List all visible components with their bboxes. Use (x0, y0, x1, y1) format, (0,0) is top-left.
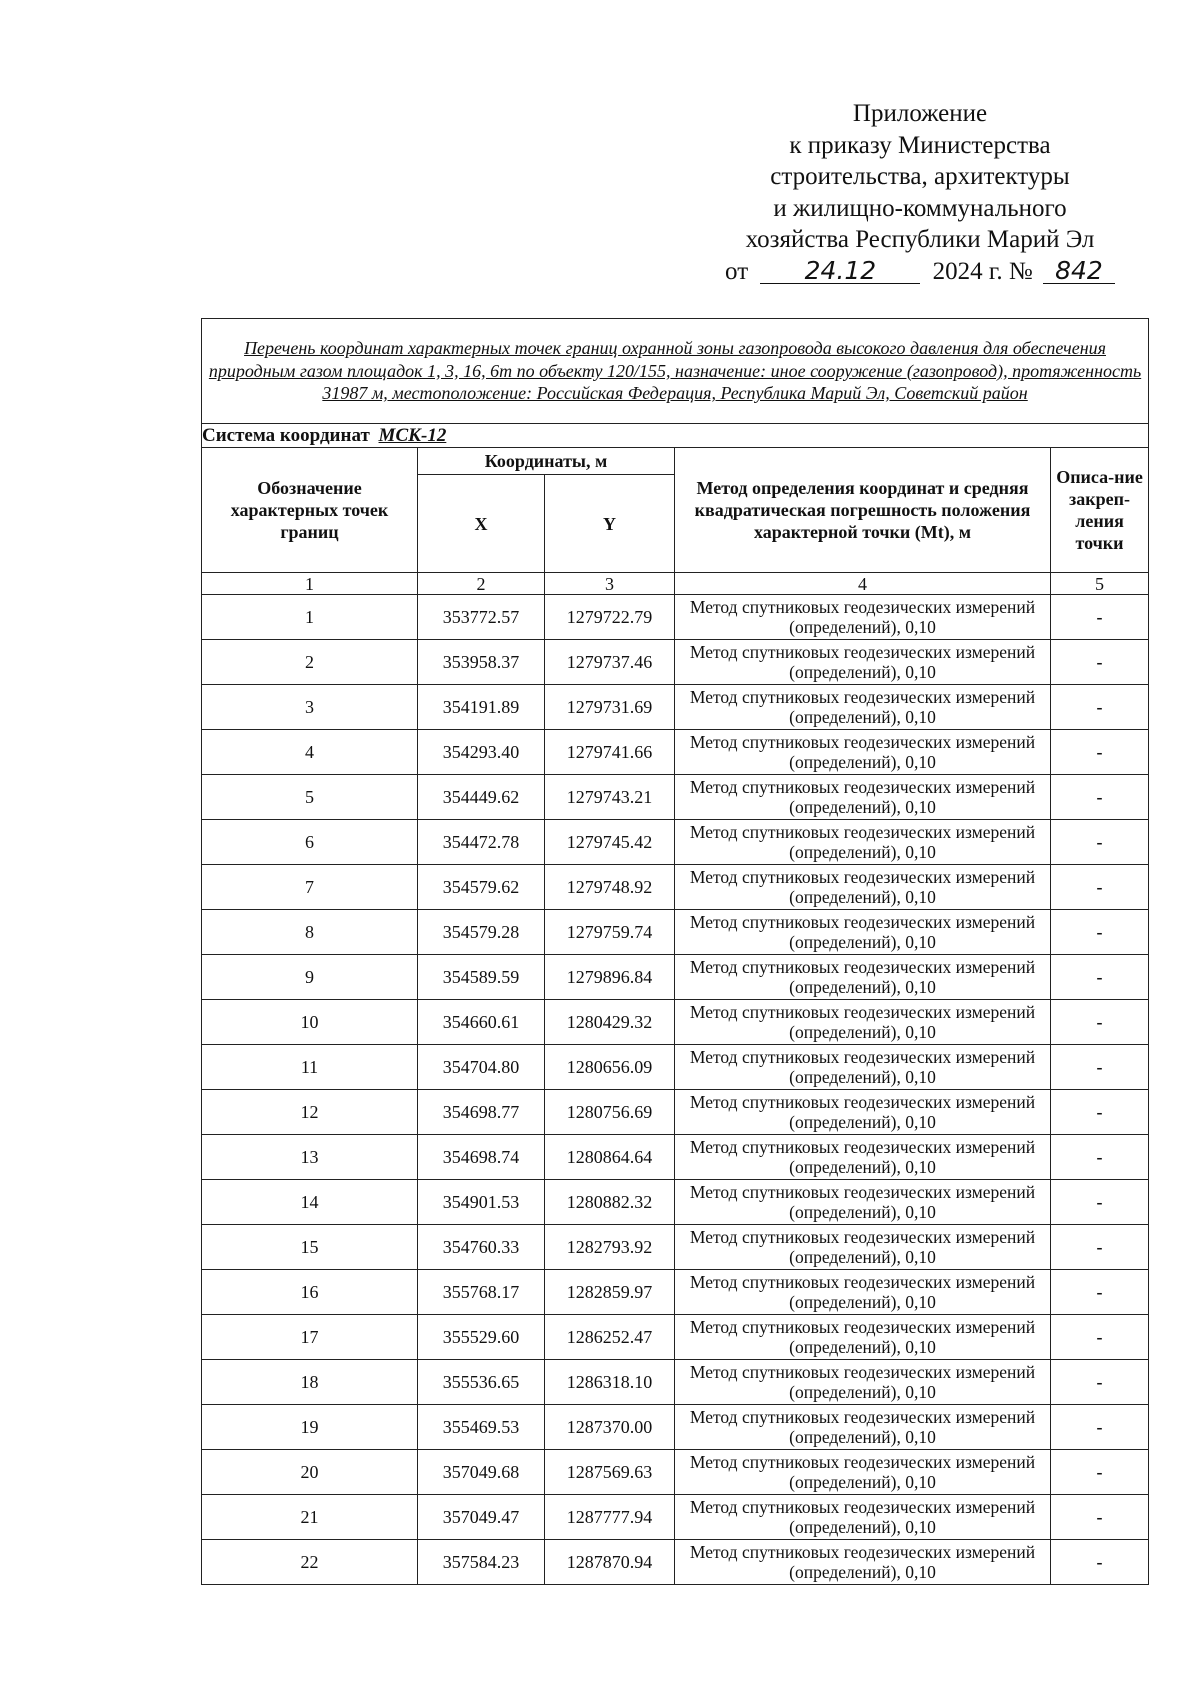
column-number: 3 (545, 573, 675, 595)
coord-x: 355536.65 (418, 1360, 545, 1405)
point-id: 15 (202, 1225, 418, 1270)
point-id: 4 (202, 730, 418, 775)
table-row (202, 775, 1149, 820)
method-cell: Метод спутниковых геодезических измерений (определений), 0,10 (675, 1495, 1051, 1540)
table-row (202, 685, 1149, 730)
description-cell: - (1051, 820, 1149, 865)
description-cell: - (1051, 640, 1149, 685)
table-row (202, 1270, 1149, 1315)
coord-y: 1279743.21 (545, 775, 675, 820)
coord-y: 1279759.74 (545, 910, 675, 955)
date-prefix: от (725, 257, 749, 285)
description-cell: - (1051, 1135, 1149, 1180)
point-id: 14 (202, 1180, 418, 1225)
coord-y: 1287870.94 (545, 1540, 675, 1585)
coord-y: 1280756.69 (545, 1090, 675, 1135)
column-number: 5 (1051, 573, 1149, 595)
order-date-line (700, 256, 1140, 288)
coord-x: 357049.47 (418, 1495, 545, 1540)
description-cell: - (1051, 1090, 1149, 1135)
description-cell: - (1051, 1450, 1149, 1495)
point-id: 3 (202, 685, 418, 730)
point-id: 13 (202, 1135, 418, 1180)
coord-y: 1280429.32 (545, 1000, 675, 1045)
method-cell: Метод спутниковых геодезических измерений (определений), 0,10 (675, 1360, 1051, 1405)
point-id: 9 (202, 955, 418, 1000)
coord-y: 1280656.09 (545, 1045, 675, 1090)
method-cell: Метод спутниковых геодезических измерений (определений), 0,10 (675, 865, 1051, 910)
order-number-field (1043, 255, 1115, 285)
point-id: 22 (202, 1540, 418, 1585)
method-cell: Метод спутниковых геодезических измерений (определений), 0,10 (675, 775, 1051, 820)
coord-x: 355469.53 (418, 1405, 545, 1450)
point-id: 18 (202, 1360, 418, 1405)
point-id: 2 (202, 640, 418, 685)
point-id: 17 (202, 1315, 418, 1360)
method-cell: Метод спутниковых геодезических измерений (определений), 0,10 (675, 1090, 1051, 1135)
method-cell: Метод спутниковых геодезических измерений (определений), 0,10 (675, 1000, 1051, 1045)
method-cell: Метод спутниковых геодезических измерений (определений), 0,10 (675, 1315, 1051, 1360)
col-header-x: X (418, 475, 545, 573)
coord-y: 1279737.46 (545, 640, 675, 685)
column-number: 2 (418, 573, 545, 595)
coord-x: 354698.74 (418, 1135, 545, 1180)
table-row (202, 1180, 1149, 1225)
header-line: и жилищно-коммунального (773, 194, 1067, 222)
coord-x: 354579.62 (418, 865, 545, 910)
coord-x: 357584.23 (418, 1540, 545, 1585)
table-row (202, 1315, 1149, 1360)
table-row (202, 1090, 1149, 1135)
coordinate-system (202, 424, 1149, 448)
coord-x: 357049.68 (418, 1450, 545, 1495)
coord-x: 354579.28 (418, 910, 545, 955)
table-title: Перечень координат характерных точек границ охранной зоны газопровода высокого давления для обеспечения природным газом площадок 1, 3, 16, 6т по объекту 120/155, назначение: иное сооружение (газопровод), протяженность 31987 м, местоположение: Российская Федерация, Республика Марий Эл, Советский район (202, 319, 1149, 424)
method-cell: Метод спутниковых геодезических измерений (определений), 0,10 (675, 1450, 1051, 1495)
coord-x: 353772.57 (418, 595, 545, 640)
order-date-field (760, 255, 920, 285)
coord-x: 355529.60 (418, 1315, 545, 1360)
column-number: 4 (675, 573, 1051, 595)
description-cell: - (1051, 1000, 1149, 1045)
appendix-header (700, 98, 1140, 287)
point-id: 8 (202, 910, 418, 955)
method-cell: Метод спутниковых геодезических измерений (определений), 0,10 (675, 685, 1051, 730)
col-header-point: Обозначение характерных точек границ (202, 448, 418, 573)
description-cell: - (1051, 1270, 1149, 1315)
table-row (202, 1135, 1149, 1180)
coord-y: 1287569.63 (545, 1450, 675, 1495)
table-row (202, 820, 1149, 865)
description-cell: - (1051, 1315, 1149, 1360)
method-cell: Метод спутниковых геодезических измерений (определений), 0,10 (675, 730, 1051, 775)
table-row (202, 910, 1149, 955)
coord-y: 1280864.64 (545, 1135, 675, 1180)
description-cell: - (1051, 910, 1149, 955)
method-cell: Метод спутниковых геодезических измерений (определений), 0,10 (675, 1180, 1051, 1225)
method-cell: Метод спутниковых геодезических измерений (определений), 0,10 (675, 1270, 1051, 1315)
coord-x: 354293.40 (418, 730, 545, 775)
description-cell: - (1051, 595, 1149, 640)
description-cell: - (1051, 730, 1149, 775)
table-row (202, 955, 1149, 1000)
coord-x: 353958.37 (418, 640, 545, 685)
coord-x: 354760.33 (418, 1225, 545, 1270)
table-row (202, 865, 1149, 910)
description-cell: - (1051, 955, 1149, 1000)
order-number-handwritten: 842 (1055, 255, 1103, 285)
description-cell: - (1051, 1180, 1149, 1225)
table-row (202, 595, 1149, 640)
col-header-method: Метод определения координат и средняя квадратическая погрешность положения характерной точки (Mt), м (675, 448, 1051, 573)
description-cell: - (1051, 1045, 1149, 1090)
col-header-y: Y (545, 475, 675, 573)
col-header-desc: Описа-ние закреп-ления точки (1051, 448, 1149, 573)
header-line: к приказу Министерства (789, 131, 1051, 159)
method-cell: Метод спутниковых геодезических измерений (определений), 0,10 (675, 1135, 1051, 1180)
coord-y: 1279741.66 (545, 730, 675, 775)
table-row (202, 1405, 1149, 1450)
coord-y: 1282859.97 (545, 1270, 675, 1315)
point-id: 21 (202, 1495, 418, 1540)
table-row (202, 640, 1149, 685)
table-row (202, 1450, 1149, 1495)
coord-y: 1287370.00 (545, 1405, 675, 1450)
point-id: 1 (202, 595, 418, 640)
point-id: 12 (202, 1090, 418, 1135)
description-cell: - (1051, 685, 1149, 730)
coord-y: 1280882.32 (545, 1180, 675, 1225)
table-row (202, 1045, 1149, 1090)
coordinates-table (201, 318, 1149, 1585)
point-id: 7 (202, 865, 418, 910)
point-id: 16 (202, 1270, 418, 1315)
point-id: 19 (202, 1405, 418, 1450)
coord-x: 354449.62 (418, 775, 545, 820)
method-cell: Метод спутниковых геодезических измерений (определений), 0,10 (675, 910, 1051, 955)
coordinate-system-value: МСК-12 (378, 424, 447, 446)
table-row (202, 1000, 1149, 1045)
method-cell: Метод спутниковых геодезических измерений (определений), 0,10 (675, 1225, 1051, 1270)
method-cell: Метод спутниковых геодезических измерений (определений), 0,10 (675, 595, 1051, 640)
header-line: хозяйства Республики Марий Эл (745, 226, 1095, 253)
method-cell: Метод спутниковых геодезических измерений (определений), 0,10 (675, 955, 1051, 1000)
coord-y: 1279748.92 (545, 865, 675, 910)
coordinate-system-label: Система координат (202, 424, 370, 446)
point-id: 5 (202, 775, 418, 820)
coord-y: 1282793.92 (545, 1225, 675, 1270)
point-id: 10 (202, 1000, 418, 1045)
coord-x: 355768.17 (418, 1270, 545, 1315)
description-cell: - (1051, 775, 1149, 820)
table-row (202, 1225, 1149, 1270)
order-date-handwritten: 24.12 (804, 255, 877, 285)
method-cell: Метод спутниковых геодезических измерений (определений), 0,10 (675, 640, 1051, 685)
header-line: строительства, архитектуры (770, 163, 1070, 190)
method-cell: Метод спутниковых геодезических измерений (определений), 0,10 (675, 820, 1051, 865)
description-cell: - (1051, 1360, 1149, 1405)
coord-x: 354589.59 (418, 955, 545, 1000)
order-year-text: 2024 г. № (932, 257, 1033, 285)
table-row (202, 730, 1149, 775)
coord-y: 1279745.42 (545, 820, 675, 865)
coord-x: 354191.89 (418, 685, 545, 730)
coord-y: 1286318.10 (545, 1360, 675, 1405)
description-cell: - (1051, 1540, 1149, 1585)
table-row (202, 1540, 1149, 1585)
coord-x: 354698.77 (418, 1090, 545, 1135)
coord-x: 354472.78 (418, 820, 545, 865)
column-number: 1 (202, 573, 418, 595)
method-cell: Метод спутниковых геодезических измерений (определений), 0,10 (675, 1405, 1051, 1450)
coord-y: 1287777.94 (545, 1495, 675, 1540)
coord-x: 354704.80 (418, 1045, 545, 1090)
description-cell: - (1051, 865, 1149, 910)
point-id: 6 (202, 820, 418, 865)
coord-x: 354901.53 (418, 1180, 545, 1225)
header-line: Приложение (852, 100, 988, 127)
description-cell: - (1051, 1495, 1149, 1540)
method-cell: Метод спутниковых геодезических измерений (определений), 0,10 (675, 1045, 1051, 1090)
coord-y: 1279731.69 (545, 685, 675, 730)
method-cell: Метод спутниковых геодезических измерений (определений), 0,10 (675, 1540, 1051, 1585)
col-header-coords: Координаты, м (418, 448, 675, 475)
table-row (202, 1495, 1149, 1540)
point-id: 20 (202, 1450, 418, 1495)
coord-x: 354660.61 (418, 1000, 545, 1045)
coord-y: 1279722.79 (545, 595, 675, 640)
table-row (202, 1360, 1149, 1405)
coord-y: 1279896.84 (545, 955, 675, 1000)
coord-y: 1286252.47 (545, 1315, 675, 1360)
point-id: 11 (202, 1045, 418, 1090)
description-cell: - (1051, 1405, 1149, 1450)
description-cell: - (1051, 1225, 1149, 1270)
